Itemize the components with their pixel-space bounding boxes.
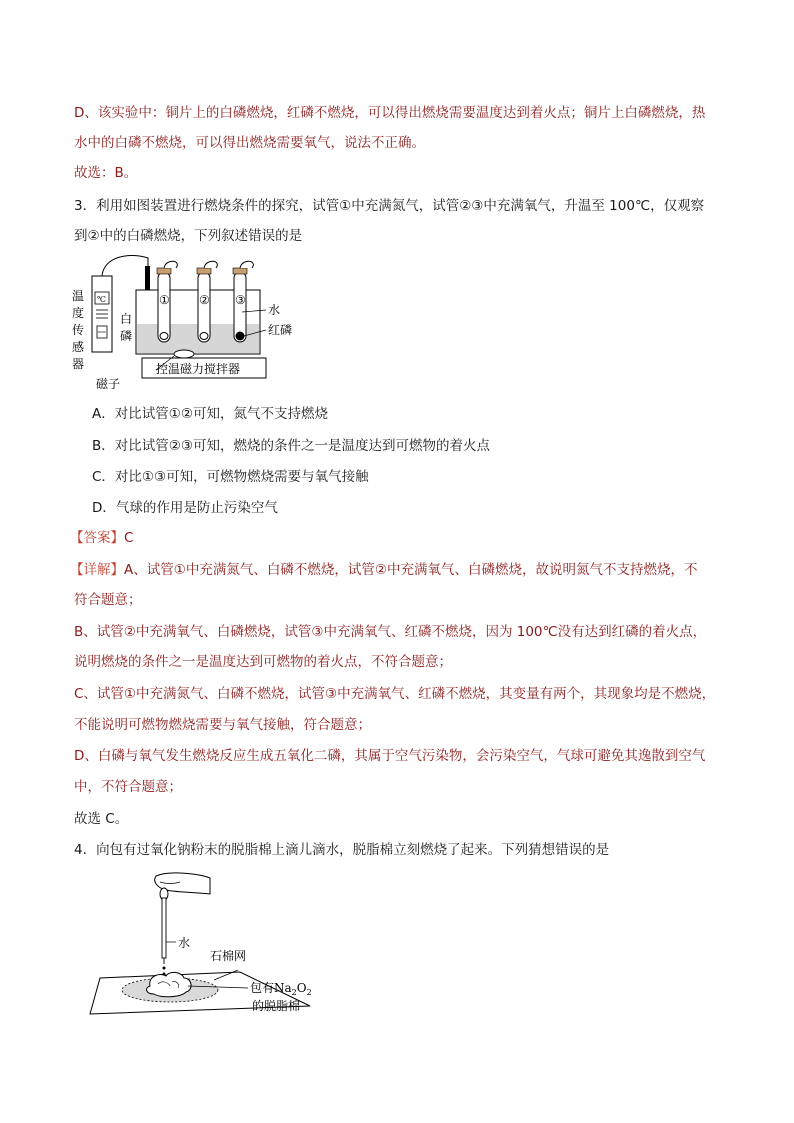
tube-label-3: ③ [235,293,246,307]
white-p-label-1: 白 [120,312,133,326]
white-p-label-2: 磷 [120,329,133,343]
q3-stem-line2: 到②中的白磷燃烧，下列叙述错误的是 [74,228,303,244]
q3-detail-d-line2: 中，不符合题意； [74,779,182,795]
sensor-label-4: 感 [72,340,85,354]
answer-value: C [124,530,134,546]
q3-detail-b-line1: B、试管②中充满氧气、白磷燃烧，试管③中充满氧气、红磷不燃烧，因为 100℃没有达到红磷的着火点， [74,624,707,640]
tube-label-1: ① [159,293,170,307]
prev-explanation-d-line2: 水中的白磷不燃烧，可以得出燃烧需要氧气，说法不正确。 [74,135,425,151]
q3-option-c[interactable]: C．对比①③可知，可燃物燃烧需要与氧气接触 [92,469,369,485]
q4-water-label: 水 [178,936,191,950]
q4-stem: 4．向包有过氧化钠粉末的脱脂棉上滴儿滴水，脱脂棉立刻燃烧了起来。下列猜想错误的是 [74,842,610,858]
sensor-label-2: 度 [72,306,85,320]
q3-option-b[interactable]: B．对比试管②③可知，燃烧的条件之一是温度达到可燃物的着火点 [92,438,490,454]
prev-choice: 故选：B。 [74,165,138,181]
sensor-label-3: 传 [72,323,85,337]
q3-detail-a-line2: 符合题意； [74,592,142,608]
q3-stem-line1-text: 3．利用如图装置进行燃烧条件的探究，试管①中充满氮气，试管②③中充满氧气，升温至 100℃，仅观察 [74,198,705,214]
tube-label-2: ② [199,293,210,307]
q3-option-d[interactable]: D．气球的作用是防止污染空气 [92,500,278,516]
detail-tag: 【详解】 [70,562,124,578]
q3-detail-c-line2: 不能说明可燃物燃烧需要与氧气接触，符合题意； [74,717,371,733]
q3-option-a[interactable]: A．对比试管①②可知，氮气不支持燃烧 [92,406,328,422]
cotton-label-1: 包有Na [250,981,292,995]
prev-explanation-d-line1: D、该实验中：铜片上的白磷燃烧，红磷不燃烧，可以得出燃烧需要温度达到着火点；铜片上白磷燃烧，热 [74,105,706,121]
water-label: 水 [268,303,281,317]
sensor-unit: ℃ [97,295,106,304]
cotton-label-sub2: 2 [306,988,312,997]
q3-answer [70,528,133,548]
gauze-label: 石棉网 [210,949,247,963]
red-p-label: 红磷 [268,323,293,337]
answer-tag: 【答案】 [70,530,124,546]
q4-apparatus-figure [70,868,340,1018]
q3-detail-a-line1 [70,560,697,580]
magnet-label: 磁子 [96,377,121,391]
detail-a1: A、试管①中充满氮气、白磷不燃烧，试管②中充满氧气、白磷燃烧，故说明氮气不支持燃烧，不 [124,562,698,578]
cotton-label-2: 的脱脂棉 [252,999,301,1013]
q3-detail-d-line1: D、白磷与氧气发生燃烧反应生成五氧化二磷，其属于空气污染物，会污染空气，气球可避免其逸散到空气 [74,748,706,764]
cotton-label-sub1: 2 [291,988,297,997]
sensor-label-5: 器 [72,357,85,371]
cotton-label-line1 [250,981,312,997]
q3-detail-c-line1: C、试管①中充满氮气、白磷不燃烧，试管③中充满氧气、红磷不燃烧，其变量有两个，其现象均是不燃烧， [74,686,716,702]
q3-apparatus-figure [70,252,310,392]
q3-choice: 故选 C。 [74,811,129,827]
stirrer-label: 控温磁力搅拌器 [156,362,241,376]
cotton-label-mid: O [296,981,307,995]
q3-detail-b-line2: 说明燃烧的条件之一是温度达到可燃物的着火点，不符合题意； [74,654,452,670]
sensor-label-1: 温 [72,289,85,303]
